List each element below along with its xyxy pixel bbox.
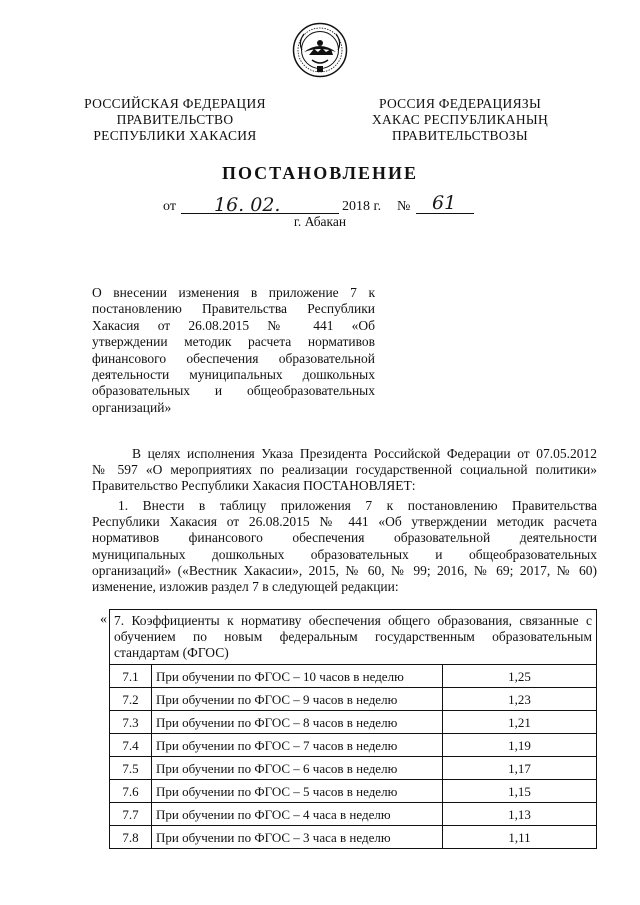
subject-line: Хакасия от 26.08.2015 № 441 «Об — [92, 317, 375, 333]
row-value: 1,19 — [443, 734, 597, 757]
row-name: При обучении по ФГОС – 6 часов в неделю — [152, 757, 443, 780]
row-name: При обучении по ФГОС – 8 часов в неделю — [152, 711, 443, 734]
table-header-line: 7. Коэффициенты к нормативу обеспечения общего образования, связанные с — [114, 613, 592, 628]
header-left — [60, 96, 290, 144]
subject-line: финансового обеспечения образовательной — [92, 350, 375, 366]
paragraph-line: Республики Хакасия от 26.08.2015 № 441 «Об утверждении методик расчета — [92, 514, 597, 530]
subject-line: организаций» — [92, 399, 172, 415]
row-number: 7.1 — [110, 665, 152, 688]
table-row — [110, 826, 597, 849]
table-row — [110, 734, 597, 757]
date-prefix: от — [163, 199, 176, 214]
row-number: 7.3 — [110, 711, 152, 734]
subject-line: деятельности муниципальных дошкольных — [92, 367, 375, 383]
paragraph-line: № 597 «О мероприятиях по реализации государственной социальной политики» — [92, 462, 597, 478]
handwritten-number: 61 — [432, 192, 457, 214]
row-value: 1,21 — [443, 711, 597, 734]
header-right-line: ХАКАС РЕСПУБЛИКАНЫҢ — [371, 112, 549, 127]
row-number: 7.8 — [110, 826, 152, 849]
header-right-line: РОССИЯ ФЕДЕРАЦИЯЗЫ — [378, 96, 542, 111]
row-value: 1,15 — [443, 780, 597, 803]
row-name: При обучении по ФГОС – 7 часов в неделю — [152, 734, 443, 757]
table-row — [110, 665, 597, 688]
opening-quote-mark: « — [100, 612, 107, 627]
row-number: 7.2 — [110, 688, 152, 711]
table-row — [110, 711, 597, 734]
coat-of-arms-emblem — [292, 22, 348, 78]
subject-line: образовательных и общеобразовательных — [92, 383, 375, 399]
document-title: ПОСТАНОВЛЕНИЕ — [221, 163, 419, 183]
paragraph-line: В целях исполнения Указа Президента Российской Федерации от 07.05.2012 — [132, 446, 597, 461]
row-name: При обучении по ФГОС – 9 часов в неделю — [152, 688, 443, 711]
subject-block — [92, 285, 375, 416]
row-name: При обучении по ФГОС – 10 часов в неделю — [152, 665, 443, 688]
row-value: 1,13 — [443, 803, 597, 826]
header-left-line: РОССИЙСКАЯ ФЕДЕРАЦИЯ — [84, 96, 266, 111]
subject-line: постановлению Правительства Республики — [92, 301, 375, 317]
row-value: 1,17 — [443, 757, 597, 780]
coefficients-table — [109, 609, 597, 849]
emblem-icon — [292, 22, 348, 78]
row-value: 1,25 — [443, 665, 597, 688]
number-sign: № — [397, 199, 411, 214]
paragraph-line: изменение, изложив раздел 7 в следующей редакции: — [92, 579, 399, 595]
table-section-header-row — [110, 610, 597, 665]
table-section-header — [110, 610, 597, 665]
subject-line: утверждении методик расчета нормативов — [92, 334, 375, 350]
table-row — [110, 757, 597, 780]
row-value: 1,11 — [443, 826, 597, 849]
preamble-paragraph — [92, 446, 597, 495]
row-name: При обучении по ФГОС – 5 часов в неделю — [152, 780, 443, 803]
handwritten-date: 16. 02. — [214, 194, 281, 216]
row-number: 7.7 — [110, 803, 152, 826]
row-number: 7.4 — [110, 734, 152, 757]
header-right-line: ПРАВИТЕЛЬСТВОЗЫ — [392, 128, 528, 143]
row-value: 1,23 — [443, 688, 597, 711]
row-name: При обучении по ФГОС – 3 часа в неделю — [152, 826, 443, 849]
table-row — [110, 688, 597, 711]
row-number: 7.5 — [110, 757, 152, 780]
date-year: 2018 г. — [342, 199, 382, 214]
paragraph-line: муниципальных дошкольных образовательных и общеобразовательных — [92, 546, 597, 562]
row-name: При обучении по ФГОС – 4 часа в неделю — [152, 803, 443, 826]
paragraph-line: 1. Внести в таблицу приложения 7 к постановлению Правительства — [118, 498, 597, 513]
header-right — [345, 96, 575, 144]
table-header-line: стандартам (ФГОС) — [114, 645, 229, 660]
table-header-line: обучением по новым федеральным государственным образовательным — [114, 629, 592, 644]
row-number: 7.6 — [110, 780, 152, 803]
paragraph-line: организаций» («Вестник Хакасии», 2015, № 60, № 99; 2016, № 69; 2017, № 60) — [92, 562, 597, 578]
city-line: г. Абакан — [293, 214, 347, 229]
table-row — [110, 780, 597, 803]
paragraph-line: нормативов финансового обеспечения образовательной деятельности — [92, 530, 597, 546]
paragraph-line: Правительство Республики Хакасия ПОСТАНОВЛЯЕТ: — [92, 478, 416, 494]
clause-1-paragraph — [92, 498, 597, 595]
header-left-line: ПРАВИТЕЛЬСТВО — [116, 112, 234, 127]
subject-line: О внесении изменения в приложение 7 к — [92, 285, 375, 300]
header-left-line: РЕСПУБЛИКИ ХАКАСИЯ — [93, 128, 257, 143]
table-row — [110, 803, 597, 826]
